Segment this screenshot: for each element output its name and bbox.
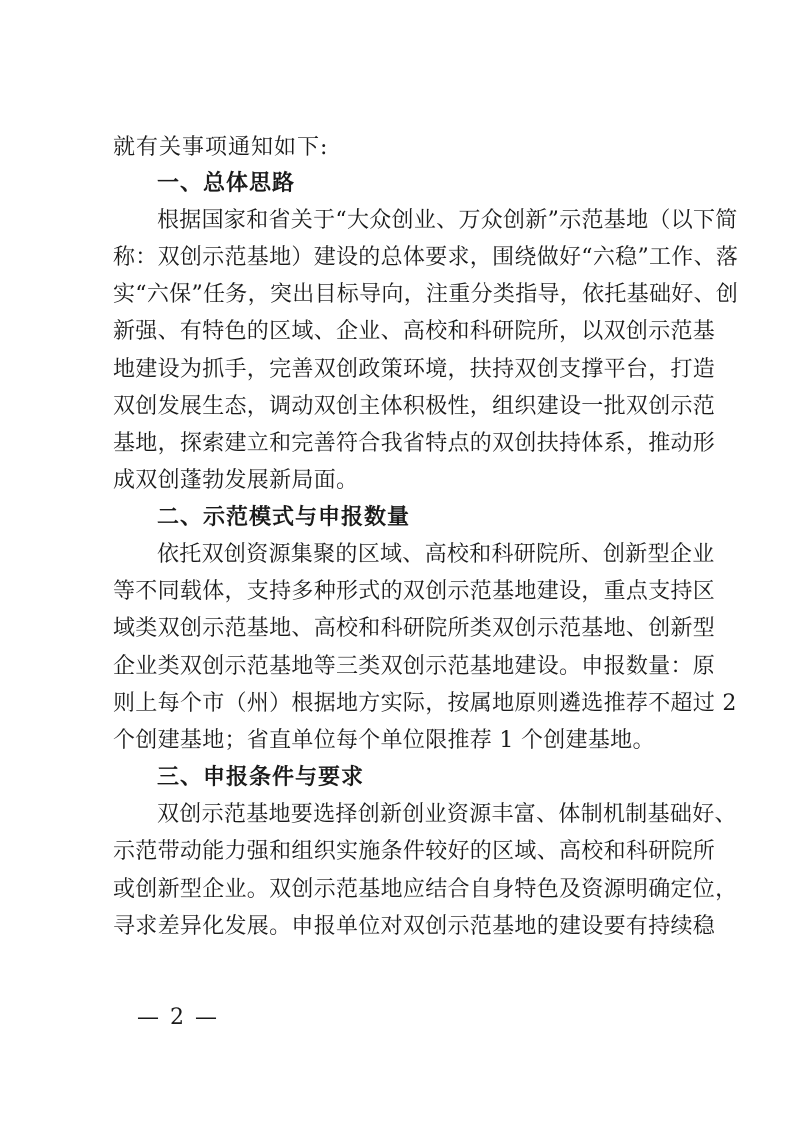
paragraph-line: 等不同载体，支持多种形式的双创示范基地建设，重点支持区 — [113, 579, 716, 604]
section-heading-application-conditions: 三、申报条件与要求 — [157, 765, 365, 790]
paragraph-line: 或创新型企业。双创示范基地应结合自身特色及资源明确定位， — [113, 877, 738, 902]
page-number: — 2 — — [137, 1005, 219, 1030]
paragraph-line: 示范带动能力强和组织实施条件较好的区域、高校和科研院所 — [113, 839, 716, 864]
paragraph-line: 企业类双创示范基地等三类双创示范基地建设。申报数量：原 — [113, 654, 716, 679]
paragraph-line: 双创发展生态，调动双创主体积极性，组织建设一批双创示范 — [113, 394, 716, 419]
paragraph-line: 根据国家和省关于“大众创业、万众创新”示范基地（以下简 — [157, 208, 738, 233]
paragraph-line: 实“六保”任务，突出目标导向，注重分类指导，依托基础好、创 — [113, 282, 739, 307]
section-heading-demonstration-models: 二、示范模式与申报数量 — [157, 505, 411, 530]
paragraph-line: 新强、有特色的区域、企业、高校和科研院所，以双创示范基 — [113, 319, 716, 344]
paragraph-line: 依托双创资源集聚的区域、高校和科研院所、创新型企业 — [157, 542, 715, 567]
paragraph-line: 双创示范基地要选择创新创业资源丰富、体制机制基础好、 — [157, 802, 737, 827]
paragraph-line: 基地，探索建立和完善符合我省特点的双创扶持体系，推动形 — [113, 431, 716, 456]
paragraph-line: 个创建基地；省直单位每个单位限推荐 1 个创建基地。 — [113, 728, 655, 753]
paragraph-line: 则上每个市（州）根据地方实际，按属地原则遴选推荐不超过 2 — [113, 691, 737, 716]
section-heading-overall-approach: 一、总体思路 — [157, 171, 296, 196]
opening-line: 就有关事项通知如下: — [113, 135, 329, 160]
paragraph-line: 寻求差异化发展。申报单位对双创示范基地的建设要有持续稳 — [113, 914, 716, 939]
paragraph-line: 称：双创示范基地）建设的总体要求，围绕做好“六稳”工作、落 — [113, 245, 739, 270]
paragraph-line: 地建设为抓手，完善双创政策环境，扶持双创支撑平台，打造 — [113, 357, 716, 382]
paragraph-line: 成双创蓬勃发展新局面。 — [113, 468, 359, 493]
paragraph-line: 域类双创示范基地、高校和科研院所类双创示范基地、创新型 — [113, 616, 716, 641]
